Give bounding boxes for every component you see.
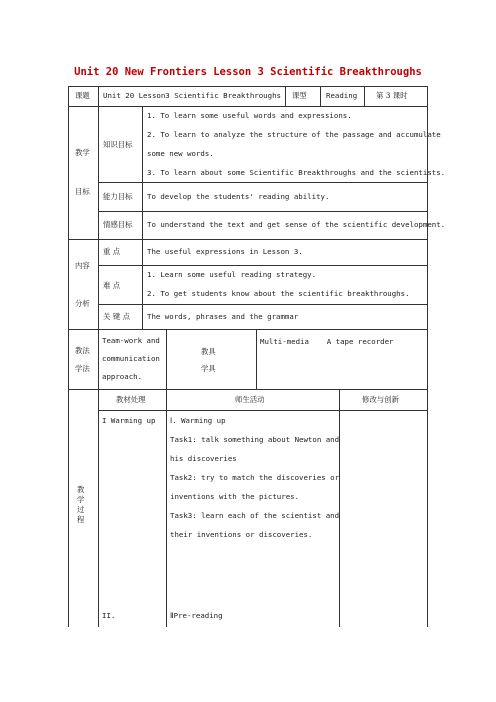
row-line-ability [98,211,428,212]
step1-line-7: their inventions or discoveries. [170,530,313,539]
col-material: 教材处理 [116,395,146,404]
keypoint-text: The words, phrases and the grammar [147,312,299,321]
row-line-methods [68,389,428,390]
objectives-divider-mid [142,106,143,239]
process-divider-1 [98,389,99,627]
row-line-top [68,86,428,87]
analysis-divider-mid [142,239,143,329]
objectives-section-label-1: 教学 [75,148,90,157]
row-line-process-header [98,410,428,411]
tools-label-1: 教具 [201,347,216,356]
process-divider-2 [166,389,167,627]
knowledge-line-1: 1. To learn some useful words and expressions. [147,111,352,120]
row-line-key [98,265,428,266]
emotion-label: 情感目标 [103,220,133,229]
header-divider-3 [320,86,321,106]
step1-line-4: Task2: try to match the discoveries or [170,473,340,482]
objectives-divider-left [98,106,99,239]
methods-divider-2 [166,329,167,389]
step1-line-2: Task1: talk something about Newton and [170,435,340,444]
objectives-section-label-2: 目标 [75,187,90,196]
ability-text: To develop the students' reading ability. [147,192,330,201]
step1-material: I Warming up [102,416,156,425]
difficult-line-1: 1. Learn some useful reading strategy. [147,270,317,279]
step1-line-6: Task3: learn each of the scientist and [170,511,340,520]
method-line-3: approach. [102,372,143,381]
type-value: Reading [326,91,358,100]
tools-label-2: 学具 [201,364,216,373]
type-label: 课型 [292,91,307,100]
difficult-label: 难 点 [103,281,121,290]
process-label-char-4: 程 [77,515,85,524]
keypoint-label: 关 键 点 [103,312,130,321]
step1-line-3: his discoveries [170,454,237,463]
process-label-char-3: 过 [77,505,85,514]
knowledge-line-2: 2. To learn to analyze the structure of the passage and accumulate [147,130,441,139]
row-line-knowledge [98,182,428,183]
step2-activity: ⅡPre-reading [170,611,223,620]
knowledge-line-3: some new words. [147,149,214,158]
col-activity: 师生活动 [235,395,265,404]
header-divider-2 [285,86,286,106]
row-line-header [68,106,428,107]
key-text: The useful expressions in Lesson 3. [147,247,303,256]
methods-label-2: 学法 [75,364,90,373]
emotion-text: To understand the text and get sense of the scientific development. [147,220,446,229]
step1-line-1: Ⅰ. Warming up [170,416,226,425]
analysis-divider-left [98,239,99,329]
analysis-section-label-2: 分析 [75,299,90,308]
knowledge-label: 知识目标 [103,140,133,149]
methods-divider-1 [98,329,99,389]
document-title: Unit 20 New Frontiers Lesson 3 Scientific Breakthroughs [74,66,422,78]
header-divider-1 [98,86,99,106]
topic-label: 课题 [75,91,90,100]
process-label-char-1: 教 [77,485,85,494]
topic-value: Unit 20 Lesson3 Scientific Breakthroughs [103,91,281,100]
row-line-difficult [98,304,428,305]
ability-label: 能力目标 [103,192,133,201]
step2-material: II. [102,611,116,620]
process-divider-3 [339,389,340,627]
knowledge-line-4: 3. To learn about some Scientific Breakthroughs and the scientists. [147,168,446,177]
method-line-2: communication [102,354,160,363]
tools-text: Multi-media A tape recorder [260,337,394,346]
process-label-char-2: 学 [77,495,85,504]
key-label: 重 点 [103,247,121,256]
period: 第 3 课时 [376,91,408,100]
row-line-objectives [68,239,428,240]
method-line-1: Team-work and [102,336,160,345]
header-divider-4 [364,86,365,106]
table-border-left [68,86,69,627]
methods-divider-3 [256,329,257,389]
col-revision: 修改与创新 [362,395,399,404]
analysis-section-label-1: 内容 [75,261,90,270]
difficult-line-2: 2. To get students know about the scientific breakthroughs. [147,289,410,298]
row-line-analysis [68,329,428,330]
methods-label-1: 教法 [75,346,90,355]
step1-line-5: inventions with the pictures. [170,492,300,501]
